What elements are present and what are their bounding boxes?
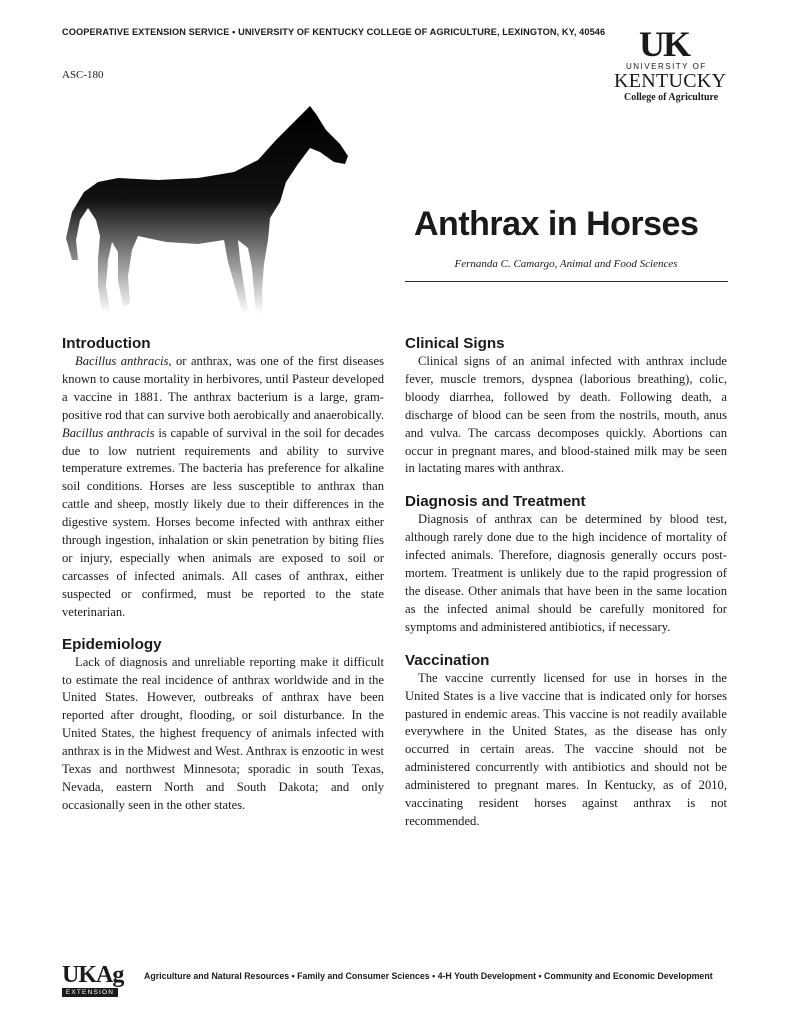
right-column — [405, 334, 727, 831]
article-title: Anthrax in Horses — [414, 205, 699, 243]
uk-logo-college: College of Agriculture — [624, 92, 719, 103]
section-heading: Introduction — [62, 335, 151, 352]
header-organization-line — [62, 27, 605, 37]
section-heading: Diagnosis and Treatment — [405, 493, 586, 511]
header-org-bold: COOPERATIVE EXTENSION SERVICE • — [62, 27, 236, 37]
introduction-paragraph: Bacillus anthracis, or anthrax, was one of the first diseases known to cause mortality in herbivores, until Pasteur developed a vaccine in 1881. The anthrax bacterium is a large, gram-positive rod that can survive both aerobically and anaerobically. Bacillus anthracis is capable of survival in the soil for decades due to low nutrient requirements and ability to survive temperature extremes. The bacteria has preference for alkaline soil conditions. Horses are less susceptible to anthrax than cattle and sheep, mostly likely due to their differences in the digestive system. Horses become infected with anthrax either through ingestion, inhalation or skin penetration by biting flies or injury, especially when animals are exposed to soil or carcasses of infected animals. All cases of anthrax, either suspected or confirmed, must be reported to the state veterinarian. — [62, 354, 385, 619]
section-clinical-signs — [405, 334, 727, 478]
epidemiology-paragraph: Lack of diagnosis and unreliable reporting make it difficult to estimate the real incidence of anthrax worldwide and in the United States. However, outbreaks of anthrax have been reported after drought, flooding, or soil disturbance. In the United States, the highest frequency of animals infected with anthrax is in the Midwest and West. Anthrax is enzootic in west Texas and northwest Minnesota; sporadic in south Texas, Nevada, eastern North and South Dakota; and only occasionally seen in the other states. — [62, 654, 384, 812]
section-diagnosis-treatment — [405, 492, 727, 636]
section-heading: Vaccination — [405, 651, 490, 669]
section-heading: Epidemiology — [62, 635, 162, 653]
clinical-signs-paragraph: Clinical signs of an animal infected with anthrax include fever, muscle tremors, dyspnea (laborious breathing), colic, bloody diarrhea, followed by death. Following death, a discharge of blood can be seen from the nostrils, mouth, anus and vulva. The carcass decomposes quickly. Abortions can occur in pregnant mares, and blood-stained milk may be seen in lactating mares with anthrax. — [405, 354, 727, 476]
vaccination-paragraph: The vaccine currently licensed for use in horses in the United States is a live vaccine that is indicated only for horses pastured in endemic areas. This vaccine is not readily available everywhere in the United States, as the disease has only occurred in certain areas. The vaccine should not be administered concurrently with antibiotics and should not be administered to pregnant mares. In Kentucky, as of 2010, vaccinating resident horses against anthrax is not recommended. — [405, 670, 727, 828]
uk-logo-university: UNIVERSITY OF — [626, 62, 707, 71]
header-org-rest: UNIVERSITY OF KENTUCKY COLLEGE OF AGRICULTURE, LEXINGTON, KY, 40546 — [235, 27, 606, 37]
species-name: Bacillus anthracis — [62, 425, 155, 440]
left-column — [62, 334, 384, 815]
uk-college-logo — [612, 26, 732, 106]
uk-logo-mark: UK — [639, 24, 689, 64]
section-epidemiology — [62, 635, 384, 815]
article-byline: Fernanda C. Camargo, Animal and Food Sciences — [454, 258, 678, 270]
diagnosis-paragraph: Diagnosis of anthrax can be determined by blood test, although rarely done due to the high incidence of mortality of infected animals. Therefore, diagnosis generally occurs post-mortem. Treatment is unlikely due to the rapid progression of the disease. Other animals that have been in the same location as the infected animal should be carefully monitored for symptoms and administered antibiotics, if necessary. — [405, 512, 727, 634]
footer-logo-text: UKAg — [62, 962, 124, 988]
title-divider — [405, 281, 728, 282]
ukag-extension-logo — [62, 962, 130, 998]
section-introduction — [62, 334, 384, 622]
section-heading: Clinical Signs — [405, 335, 505, 352]
footer-programs: Agriculture and Natural Resources • Family and Consumer Sciences • 4-H Youth Development • Community and Economic Development — [144, 971, 713, 981]
horse-silhouette-icon — [58, 100, 358, 325]
species-name: Bacillus anthracis — [75, 354, 169, 368]
section-vaccination — [405, 651, 727, 831]
footer-logo-bar: EXTENSION — [62, 988, 118, 997]
uk-logo-state: KENTUCKY — [614, 70, 727, 92]
publication-number: ASC-180 — [62, 69, 104, 81]
